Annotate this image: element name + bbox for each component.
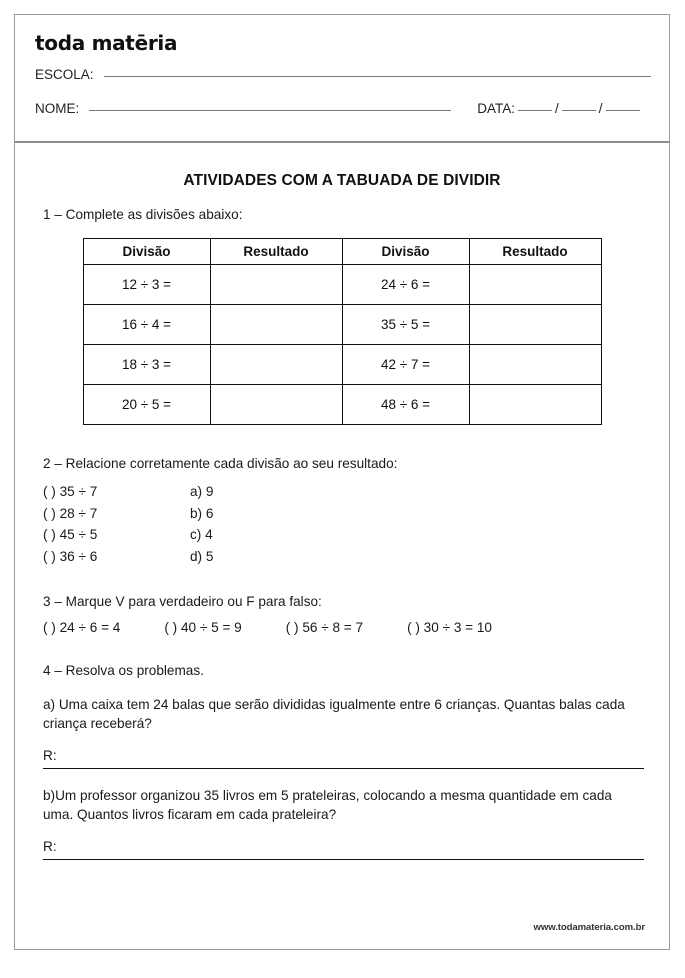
division-cell: 35 ÷ 5 = — [342, 305, 469, 345]
date-year-input[interactable] — [606, 110, 640, 111]
problem-a-text: a) Uma caixa tem 24 balas que serão divididas igualmente entre 6 crianças. Quantas balas cada criança receberá? — [43, 697, 625, 731]
date-field-label: DATA: — [477, 101, 516, 116]
question-1-prompt: 1 – Complete as divisões abaixo: — [43, 207, 243, 222]
date-separator-2: / — [598, 101, 603, 116]
problem-b-answer — [43, 838, 644, 860]
matching-right-item: a) 9 — [190, 484, 214, 499]
table-row — [83, 385, 601, 425]
table-header-result-2: Resultado — [469, 239, 601, 265]
result-cell[interactable] — [210, 305, 342, 345]
problem-a-answer — [43, 747, 644, 769]
school-field-label: ESCOLA: — [35, 67, 94, 82]
result-cell[interactable] — [469, 345, 601, 385]
true-false-item[interactable]: ( ) 40 ÷ 5 = 9 — [164, 620, 242, 635]
true-false-item[interactable]: ( ) 24 ÷ 6 = 4 — [43, 620, 121, 635]
school-field-input[interactable] — [104, 76, 651, 77]
school-field-row — [35, 67, 651, 82]
division-cell: 24 ÷ 6 = — [342, 265, 469, 305]
worksheet-page — [14, 14, 670, 950]
table-row — [83, 345, 601, 385]
matching-right-item: d) 5 — [190, 548, 214, 564]
list-item — [43, 481, 649, 503]
table-header-division-1: Divisão — [83, 239, 210, 265]
matching-list — [43, 481, 649, 567]
table-header-division-2: Divisão — [342, 239, 469, 265]
result-cell[interactable] — [469, 265, 601, 305]
true-false-row — [43, 620, 649, 635]
matching-left-item[interactable]: ( ) 36 ÷ 6 — [43, 548, 98, 564]
question-3-prompt: 3 – Marque V para verdadeiro ou F para falso: — [43, 594, 322, 609]
question-4-prompt: 4 – Resolva os problemas. — [43, 663, 204, 678]
division-cell: 20 ÷ 5 = — [83, 385, 210, 425]
true-false-item[interactable]: ( ) 30 ÷ 3 = 10 — [407, 620, 492, 635]
date-field-group — [477, 101, 642, 116]
problem-b-text: b)Um professor organizou 35 livros em 5 prateleiras, colocando a mesma quantidade em cada uma. Quantos livros ficaram em cada prateleira? — [43, 788, 612, 822]
division-cell: 12 ÷ 3 = — [83, 265, 210, 305]
division-cell: 42 ÷ 7 = — [342, 345, 469, 385]
date-day-input[interactable] — [518, 110, 552, 111]
matching-left-item[interactable]: ( ) 35 ÷ 7 — [43, 484, 98, 499]
table-row — [83, 305, 601, 345]
true-false-item[interactable]: ( ) 56 ÷ 8 = 7 — [285, 620, 364, 635]
worksheet-content — [15, 172, 669, 978]
name-field-input[interactable] — [89, 110, 451, 111]
matching-right-item: c) 4 — [190, 527, 213, 542]
division-table — [83, 238, 602, 425]
table-header-result-1: Resultado — [210, 239, 342, 265]
page-title: ATIVIDADES COM A TABUADA DE DIVIDIR — [183, 172, 501, 189]
matching-left-item[interactable]: ( ) 45 ÷ 5 — [43, 527, 98, 542]
table-row — [83, 265, 601, 305]
result-cell[interactable] — [210, 385, 342, 425]
question-2-prompt: 2 – Relacione corretamente cada divisão ao seu resultado: — [43, 456, 398, 471]
list-item — [43, 503, 649, 525]
brand-logo: toda matēria — [35, 31, 178, 55]
division-cell: 16 ÷ 4 = — [83, 305, 210, 345]
name-field-label: NOME: — [35, 101, 80, 116]
list-item — [43, 524, 649, 546]
date-month-input[interactable] — [562, 110, 596, 111]
matching-right-item: b) 6 — [190, 505, 214, 521]
matching-left-item[interactable]: ( ) 28 ÷ 7 — [43, 505, 98, 521]
result-cell[interactable] — [469, 385, 601, 425]
answer-label: R: — [43, 748, 57, 763]
worksheet-header — [15, 15, 669, 143]
name-date-field-row — [35, 101, 651, 116]
division-cell: 18 ÷ 3 = — [83, 345, 210, 385]
answer-input-line[interactable] — [43, 768, 644, 769]
footer-url: www.todamateria.com.br — [533, 922, 645, 933]
list-item — [43, 546, 649, 568]
answer-label: R: — [43, 839, 57, 854]
result-cell[interactable] — [210, 265, 342, 305]
result-cell[interactable] — [469, 305, 601, 345]
table-header-row — [83, 239, 601, 265]
answer-input-line[interactable] — [43, 859, 644, 860]
division-cell: 48 ÷ 6 = — [342, 385, 469, 425]
date-separator-1: / — [555, 101, 559, 116]
result-cell[interactable] — [210, 345, 342, 385]
